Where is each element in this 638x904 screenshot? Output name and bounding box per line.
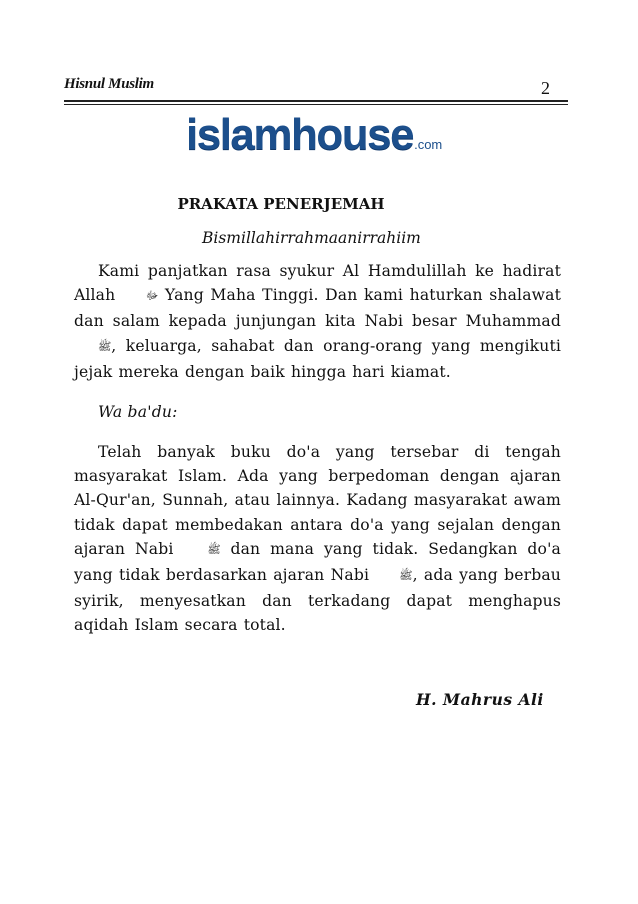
salawat-glyph: ﷺ: [98, 339, 112, 353]
wa-badu: Wa ba'du:: [98, 403, 178, 421]
logo-wordmark: islamhouse: [186, 110, 414, 159]
salawat-glyph: ﷺ: [399, 569, 413, 583]
basmalah: Bismillahirrahmaanirrahiim: [202, 229, 421, 247]
paragraph-text: Yang Maha Tinggi. Dan kami haturkan shalawat dan salam kepada junjungan kita Nabi besar Muhammad: [74, 286, 562, 331]
logo-suffix: .com: [414, 137, 443, 152]
paragraph-text: Kami panjatkan rasa syukur Al Hamdulillah ke hadirat Allah: [74, 262, 561, 305]
page-number: 2: [541, 78, 550, 98]
translator-signature: H. Mahrus Ali: [416, 690, 544, 709]
running-title: Hisnul Muslim: [64, 76, 154, 92]
header-rule-thick: [64, 100, 568, 102]
section-heading: [0, 195, 638, 213]
salawat-glyph: ﷺ: [207, 542, 221, 556]
heading-text: PRAKATA PENERJEMAH: [177, 195, 385, 213]
header-rule-thin: [64, 104, 568, 105]
paragraph-text: , keluarga, sahabat dan orang-orang yang mengikuti jejak mereka dengan baik hingga hari kiamat.: [74, 336, 561, 381]
paragraph-text: dan mana yang tidak. Sedangkan do'a yang tidak berdasarkan ajaran Nabi: [74, 539, 561, 585]
paragraph-opening: [74, 259, 561, 384]
page-header: [64, 70, 564, 104]
islamhouse-logo: [186, 111, 442, 159]
paragraph-text: , ada yang berbau syirik, menyesatkan dan terkadang dapat menghapus aqidah Islam secara total.: [74, 566, 561, 635]
jalla-jalaluhu-glyph: ﷻ: [145, 289, 159, 303]
paragraph-text: Telah banyak buku do'a yang tersebar di tengah masyarakat Islam. Ada yang berpedoman dengan ajaran Al-Qur'an, Sunnah, atau lainnya. Kadang masyarakat awam tidak dapat membedakan antara do'a yang sejalan dengan ajaran Nabi: [74, 443, 561, 558]
paragraph-main: [74, 440, 561, 638]
